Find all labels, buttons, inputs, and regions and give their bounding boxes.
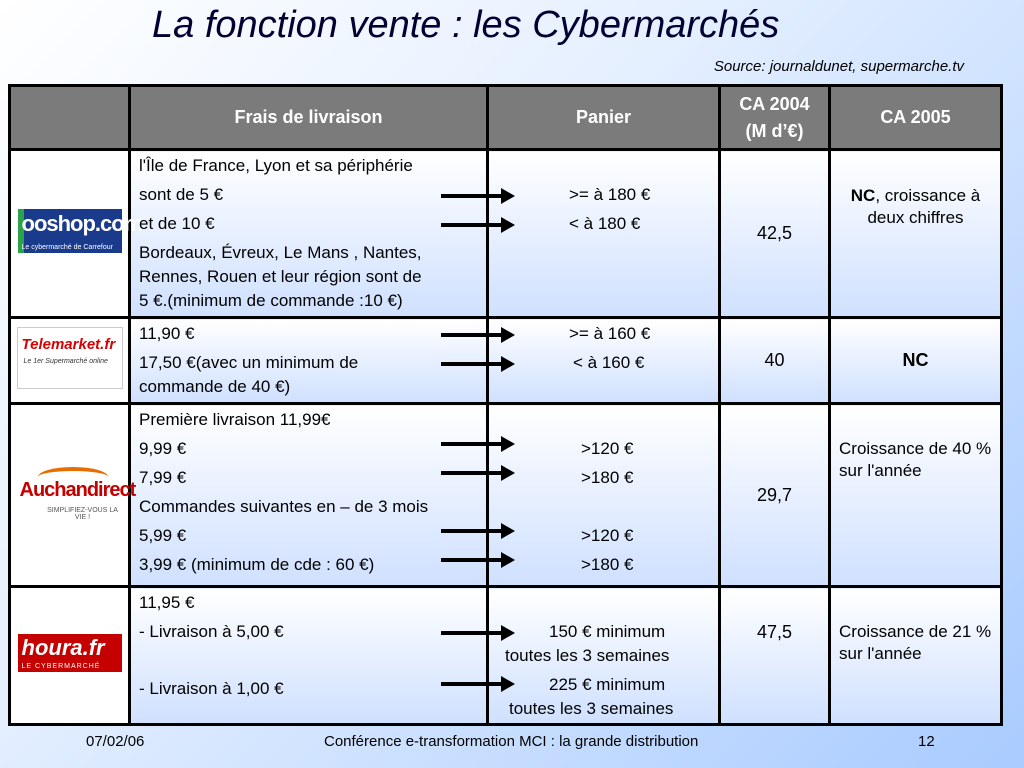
panier-cell	[488, 587, 720, 725]
frais-line: Première livraison 11,99€	[139, 410, 331, 429]
logo-cell-telemarket	[10, 318, 130, 404]
panier-cell	[488, 404, 720, 587]
header-logo	[10, 86, 130, 150]
frais-line: 17,50 €(avec un minimum de	[139, 353, 359, 372]
footer-title: Conférence e-transformation MCI : la grande distribution	[324, 733, 699, 750]
frais-line: 11,90 €	[139, 324, 195, 343]
panier-cell	[488, 150, 720, 318]
header-frais: Frais de livraison	[130, 86, 488, 150]
logo-cell-ooshop	[10, 150, 143, 318]
houra-logo: houra.fr LE CYBERMARCHÉ	[18, 634, 122, 672]
frais-line: - Livraison à 1,00 €	[139, 679, 284, 698]
ca2005-cell: Croissance de 40 % sur l'année	[830, 404, 1002, 587]
cybermarches-table	[8, 84, 1003, 726]
panier-value: >180 €	[581, 468, 634, 487]
frais-line: 9,99 €	[139, 439, 187, 458]
frais-line: commande de 40 €)	[139, 377, 291, 396]
header-panier: Panier	[488, 86, 720, 150]
panier-value: 225 € minimum	[549, 675, 666, 694]
source-note: Source: journaldunet, supermarche.tv	[713, 58, 964, 75]
ca2005-bold: NC	[902, 350, 929, 370]
ca2005-rest: , croissance à deux chiffres	[867, 186, 981, 227]
ca2005-cell	[830, 150, 1002, 318]
frais-line: l'Île de France, Lyon et sa périphérie	[139, 156, 413, 175]
panier-value: toutes les 3 semaines	[505, 646, 670, 665]
panier-value: < à 160 €	[573, 353, 645, 372]
frais-cell	[130, 404, 488, 587]
frais-cell	[130, 150, 488, 318]
frais-line: 3,99 € (minimum de cde : 60 €)	[139, 555, 375, 574]
ca2005-bold: NC	[850, 186, 876, 205]
slide-title: La fonction vente : les Cybermarchés	[152, 4, 780, 46]
panier-value: >180 €	[581, 555, 634, 574]
panier-value: >= à 160 €	[569, 324, 651, 343]
table-row-telemarket	[10, 318, 1002, 404]
auchandirect-logo: Auchandirect SIMPLIFIEZ-VOUS LA VIE !	[18, 465, 122, 521]
frais-cell	[130, 318, 488, 404]
ca2004-cell: 47,5	[720, 587, 830, 725]
frais-line: 5,99 €	[139, 526, 187, 545]
table-row-houra	[10, 587, 1002, 725]
frais-line: 5 €.(minimum de commande :10 €)	[139, 291, 403, 310]
header-ca2004-line1: CA 2004	[739, 93, 810, 114]
panier-value: < à 180 €	[569, 214, 641, 233]
header-ca2004	[720, 86, 830, 150]
frais-line: - Livraison à 5,00 €	[139, 622, 284, 641]
footer-page-number: 12	[918, 733, 935, 750]
panier-value: >120 €	[581, 526, 634, 545]
header-ca2005: CA 2005	[830, 86, 1002, 150]
logo-cell-houra	[10, 587, 130, 725]
frais-line: 7,99 €	[139, 468, 187, 487]
frais-line: et de 10 €	[139, 214, 215, 233]
frais-line: Rennes, Rouen et leur région sont de	[139, 267, 422, 286]
ca2004-cell: 42,5	[720, 150, 830, 318]
footer-date: 07/02/06	[86, 733, 145, 750]
panier-value: >= à 180 €	[569, 185, 651, 204]
frais-line: Bordeaux, Évreux, Le Mans , Nantes,	[139, 243, 422, 262]
ooshop-logo: ooshop.com Le cybermarché de Carrefour	[18, 209, 122, 253]
panier-value: 150 € minimum	[549, 622, 666, 641]
frais-cell	[130, 587, 488, 725]
frais-line: Commandes suivantes en – de 3 mois	[139, 497, 429, 516]
logo-cell-auchandirect	[10, 404, 136, 587]
ca2004-cell: 29,7	[720, 404, 830, 587]
frais-line: 11,95 €	[139, 593, 195, 612]
panier-value: >120 €	[581, 439, 634, 458]
panier-cell	[488, 318, 720, 404]
header-row	[10, 86, 1002, 150]
ca2004-cell: 40	[720, 318, 830, 404]
ca2005-cell: Croissance de 21 % sur l'année	[830, 587, 1002, 725]
panier-value: toutes les 3 semaines	[509, 699, 674, 718]
telemarket-logo: Telemarket.fr Le 1er Supermarché online	[17, 327, 123, 389]
header-ca2004-line2: (M d’€)	[745, 120, 804, 141]
table-row-ooshop	[10, 150, 1002, 318]
frais-line: sont de 5 €	[139, 185, 224, 204]
table-row-auchandirect	[10, 404, 1002, 587]
ca2005-cell	[830, 318, 1002, 404]
